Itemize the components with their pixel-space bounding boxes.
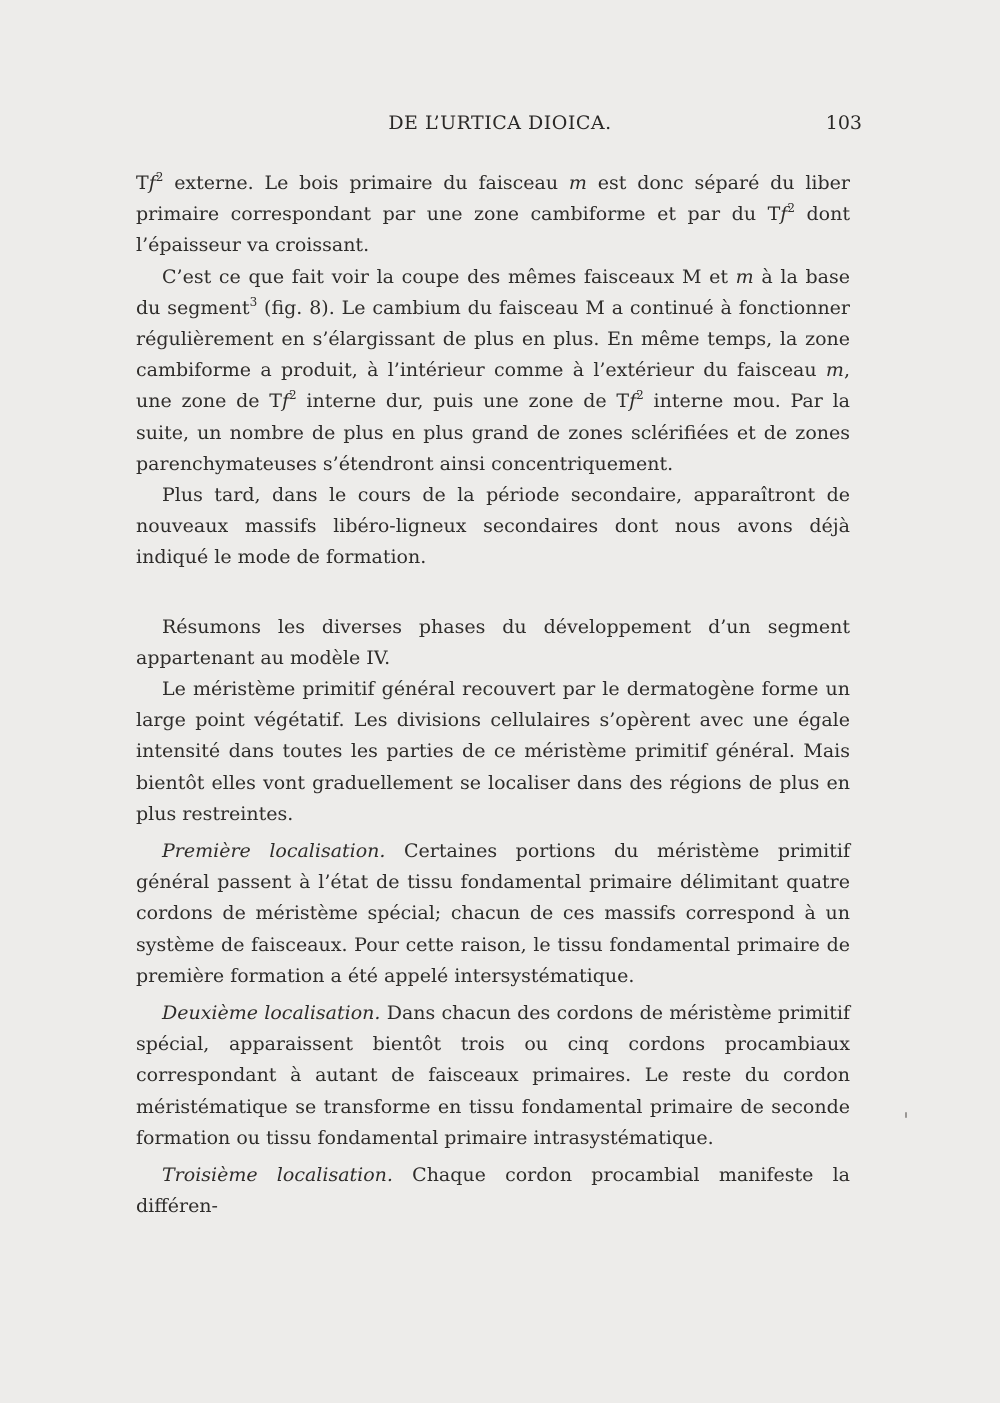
italic-text: m [825, 359, 844, 382]
margin-mark [905, 1112, 907, 1118]
italic-text: m [735, 265, 754, 288]
text-run: dont l’épaisseur va croissant. [136, 203, 850, 257]
italic-text: Deuxième localisation. [162, 1002, 381, 1025]
text-run: à la base du segment [136, 265, 850, 319]
italic-text: f [281, 390, 290, 413]
paragraph [136, 262, 850, 480]
paragraph [136, 674, 850, 830]
text-run: Plus tard, dans le cours de la période secondaire, apparaîtront de nouveaux massifs libéro-ligneux secondaires dont nous avons déjà indiqué le mode de formation. [136, 484, 850, 569]
italic-text: Troisième localisation. [162, 1164, 393, 1187]
text-run: interne dur, puis une zone de T [296, 390, 630, 413]
italic-text: m [568, 172, 587, 194]
italic-text: f [780, 203, 788, 226]
superscript: 2 [787, 201, 795, 216]
paragraph [136, 1160, 850, 1222]
text-run: (fig. 8). Le cambium du faisceau M a continué à fonctionner régulièrement en s’élargissant de plus en plus. En même temps, la zone cambiforme a produit, à l’intérieur comme à l’extérieur du faisceau [136, 296, 851, 382]
superscript: 2 [289, 388, 297, 403]
superscript: 2 [155, 170, 164, 184]
italic-text: f [148, 172, 156, 194]
text-run: T [136, 172, 149, 194]
text-run: , une zone de T [136, 359, 850, 413]
text-run: Certaines portions du méristème primitif général passent à l’état de tissu fondamental primaire délimitant quatre cordons de méristème spécial; chacun de ces massifs correspond à un système de faisceaux. Pour cette raison, le tissu fondamental primaire de première formation a été appelé intersystématique. [136, 840, 850, 987]
superscript: 2 [636, 388, 644, 403]
italic-text: f [629, 390, 637, 413]
body-text [136, 168, 850, 1223]
text-run: est donc séparé du liber primaire correspondant par une zone cambiforme et par du T [136, 172, 850, 226]
paragraph [136, 836, 850, 992]
text-run: interne mou. Par la suite, un nombre de plus en plus grand de zones sclérifiées et de zones parenchymateuses s’étendront ainsi concentriquement. [136, 390, 850, 475]
text-run: Dans chacun des cordons de méristème primitif spécial, apparaissent bientôt trois ou cinq cordons procambiaux correspondant à autant de faisceaux primaires. Le reste du cordon méristématique se transforme en tissu fondamental primaire de seconde formation ou tissu fondamental primaire intrasystématique. [136, 1002, 850, 1149]
text-run: externe. Le bois primaire du faisceau [163, 172, 569, 194]
text-run: Le méristème primitif général recouvert par le dermatogène forme un large point végétatif. Les divisions cellulaires s’opèrent avec une égale intensité dans toutes les parties de ce méristème primitif général. Mais bientôt elles vont graduellement se localiser dans des régions de plus en plus restreintes. [136, 678, 850, 825]
superscript: 3 [249, 294, 258, 309]
paragraph [136, 998, 850, 1154]
paragraph [136, 612, 850, 674]
text-run: Résumons les diverses phases du développement d’un segment appartenant au modèle IV. [136, 615, 850, 669]
running-title: DE L’URTICA DIOICA. [388, 112, 612, 134]
page-number: 103 [825, 112, 862, 134]
paragraph [136, 480, 850, 574]
paragraph [136, 168, 850, 262]
text-run: Chaque cordon procambial manifeste la différen- [136, 1164, 850, 1218]
italic-text: Première localisation. [162, 840, 386, 863]
text-run: C’est ce que fait voir la coupe des mêmes faisceaux M et [162, 265, 736, 288]
